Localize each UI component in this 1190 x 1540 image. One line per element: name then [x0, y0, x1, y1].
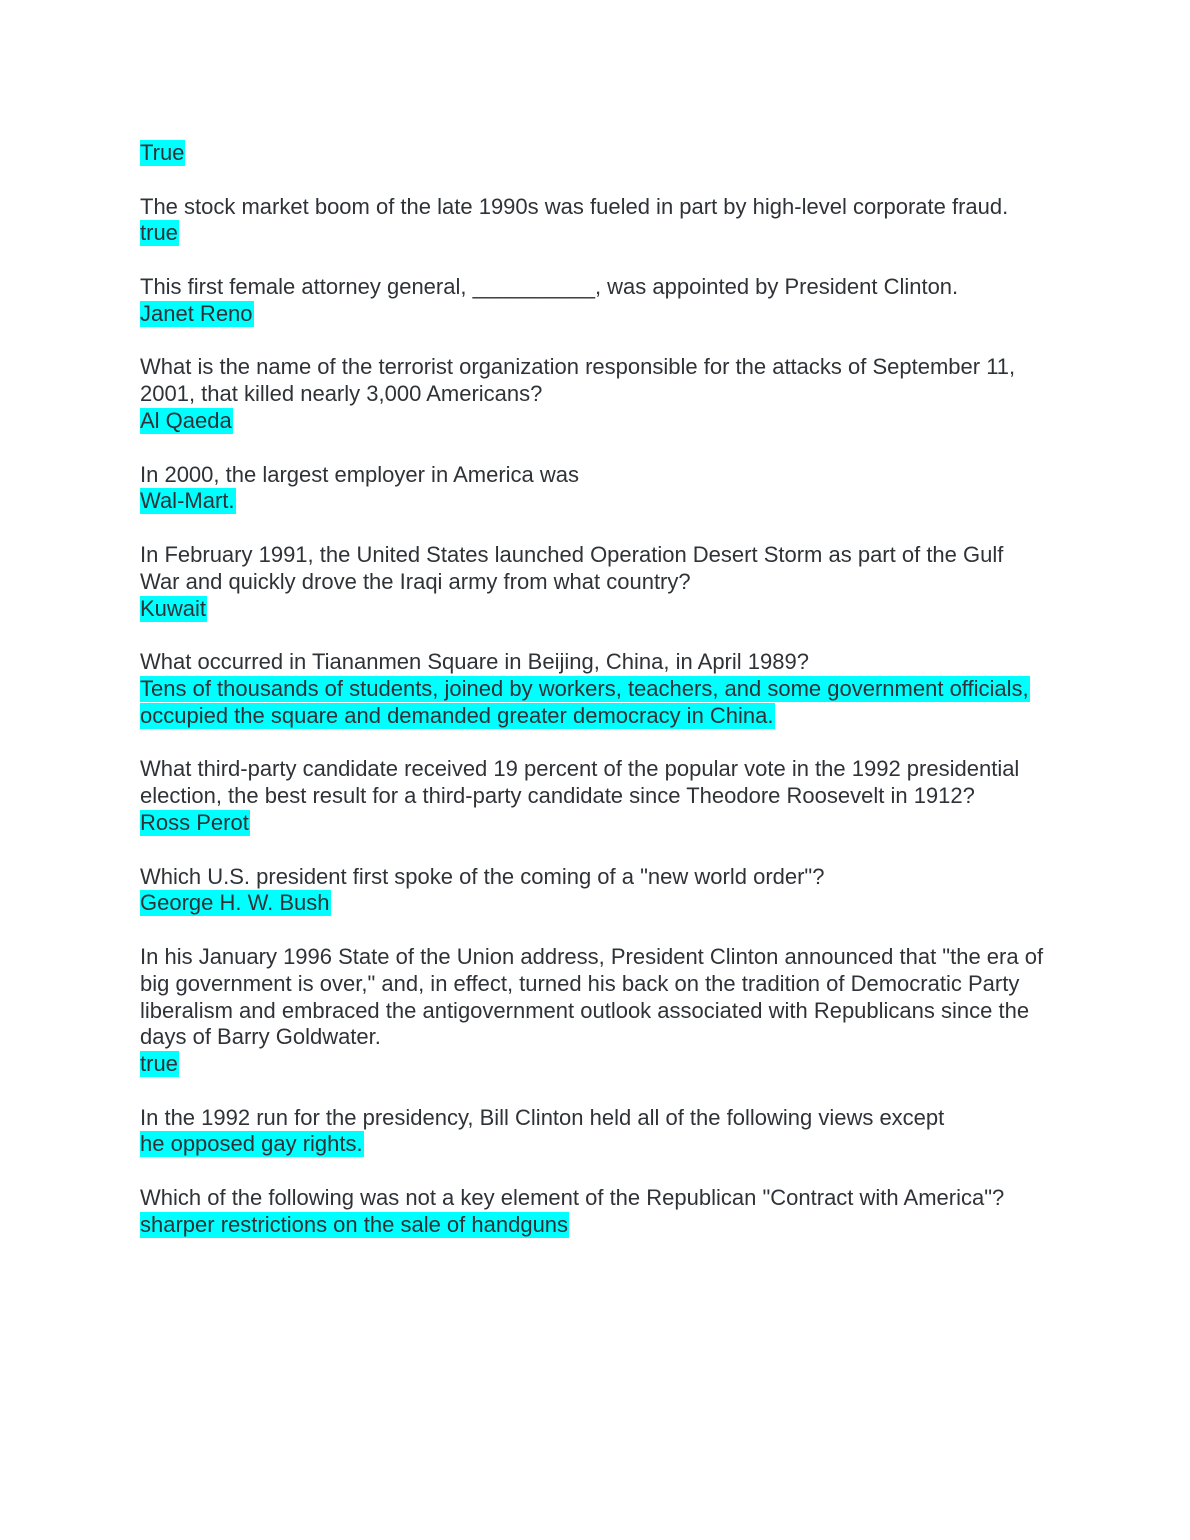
answer-line [140, 1051, 1045, 1078]
question-text: Which of the following was not a key element of the Republican "Contract with America"? [140, 1185, 1005, 1211]
answer-line [140, 220, 1045, 247]
question-text: The stock market boom of the late 1990s was fueled in part by high-level corporate fraud. [140, 193, 1009, 219]
question-text: In 2000, the largest employer in America was [140, 461, 580, 487]
answer-line [140, 596, 1045, 623]
answer-highlight: Ross Perot [140, 809, 249, 835]
answer-highlight: true [140, 1051, 178, 1077]
answer-line [140, 1131, 1045, 1158]
answer-highlight: he opposed gay rights. [140, 1131, 363, 1157]
question-text: Which U.S. president first spoke of the coming of a "new world order"? [140, 863, 825, 889]
qa-item-1 [140, 140, 1045, 167]
answer-line [140, 408, 1045, 435]
qa-item-8 [140, 756, 1045, 836]
question-text: In his January 1996 State of the Union address, President Clinton announced that "the era of big government is over," and, in effect, turned his back on the tradition of Democratic Party liberalism and embraced the antigovernment outlook associated with Republicans since the days of Barry Goldwater. [140, 943, 1044, 1050]
answer-line [140, 301, 1045, 328]
question-text: In February 1991, the United States launched Operation Desert Storm as part of the Gulf War and quickly drove the Iraqi army from what country? [140, 541, 1004, 594]
answer-highlight: George H. W. Bush [140, 890, 330, 916]
answer-highlight: sharper restrictions on the sale of handguns [140, 1211, 569, 1237]
qa-item-10 [140, 944, 1045, 1078]
qa-item-2 [140, 194, 1045, 248]
answer-highlight: True [140, 140, 185, 165]
qa-item-12 [140, 1185, 1045, 1239]
answer-highlight: Kuwait [140, 595, 207, 621]
answer-highlight: true [140, 220, 178, 246]
question-text: What is the name of the terrorist organization responsible for the attacks of September 11, 2001, that killed nearly 3,000 Americans? [140, 354, 1016, 407]
answer-highlight: Wal-Mart. [140, 488, 235, 514]
qa-item-4 [140, 354, 1045, 434]
qa-list [140, 140, 1045, 1265]
answer-line [140, 676, 1045, 730]
answer-highlight: Tens of thousands of students, joined by workers, teachers, and some government officials, occupied the square and demanded greater democracy in China. [140, 675, 1029, 728]
qa-item-6 [140, 542, 1045, 622]
answer-highlight: Al Qaeda [140, 407, 232, 433]
question-text: What third-party candidate received 19 percent of the popular vote in the 1992 presidential election, the best result for a third-party candidate since Theodore Roosevelt in 1912? [140, 756, 1020, 809]
answer-line [140, 488, 1045, 515]
qa-item-9 [140, 864, 1045, 918]
qa-item-5 [140, 462, 1045, 516]
qa-item-7 [140, 649, 1045, 729]
question-text: This first female attorney general, __________, was appointed by President Clinton. [140, 273, 959, 299]
question-text: In the 1992 run for the presidency, Bill Clinton held all of the following views except [140, 1104, 945, 1130]
answer-line [140, 890, 1045, 917]
answer-highlight: Janet Reno [140, 300, 253, 326]
answer-line [140, 810, 1045, 837]
qa-item-11 [140, 1105, 1045, 1159]
qa-item-3 [140, 274, 1045, 328]
answer-line [140, 1212, 1045, 1239]
question-text: What occurred in Tiananmen Square in Beijing, China, in April 1989? [140, 649, 809, 675]
answer-line [140, 140, 1045, 167]
